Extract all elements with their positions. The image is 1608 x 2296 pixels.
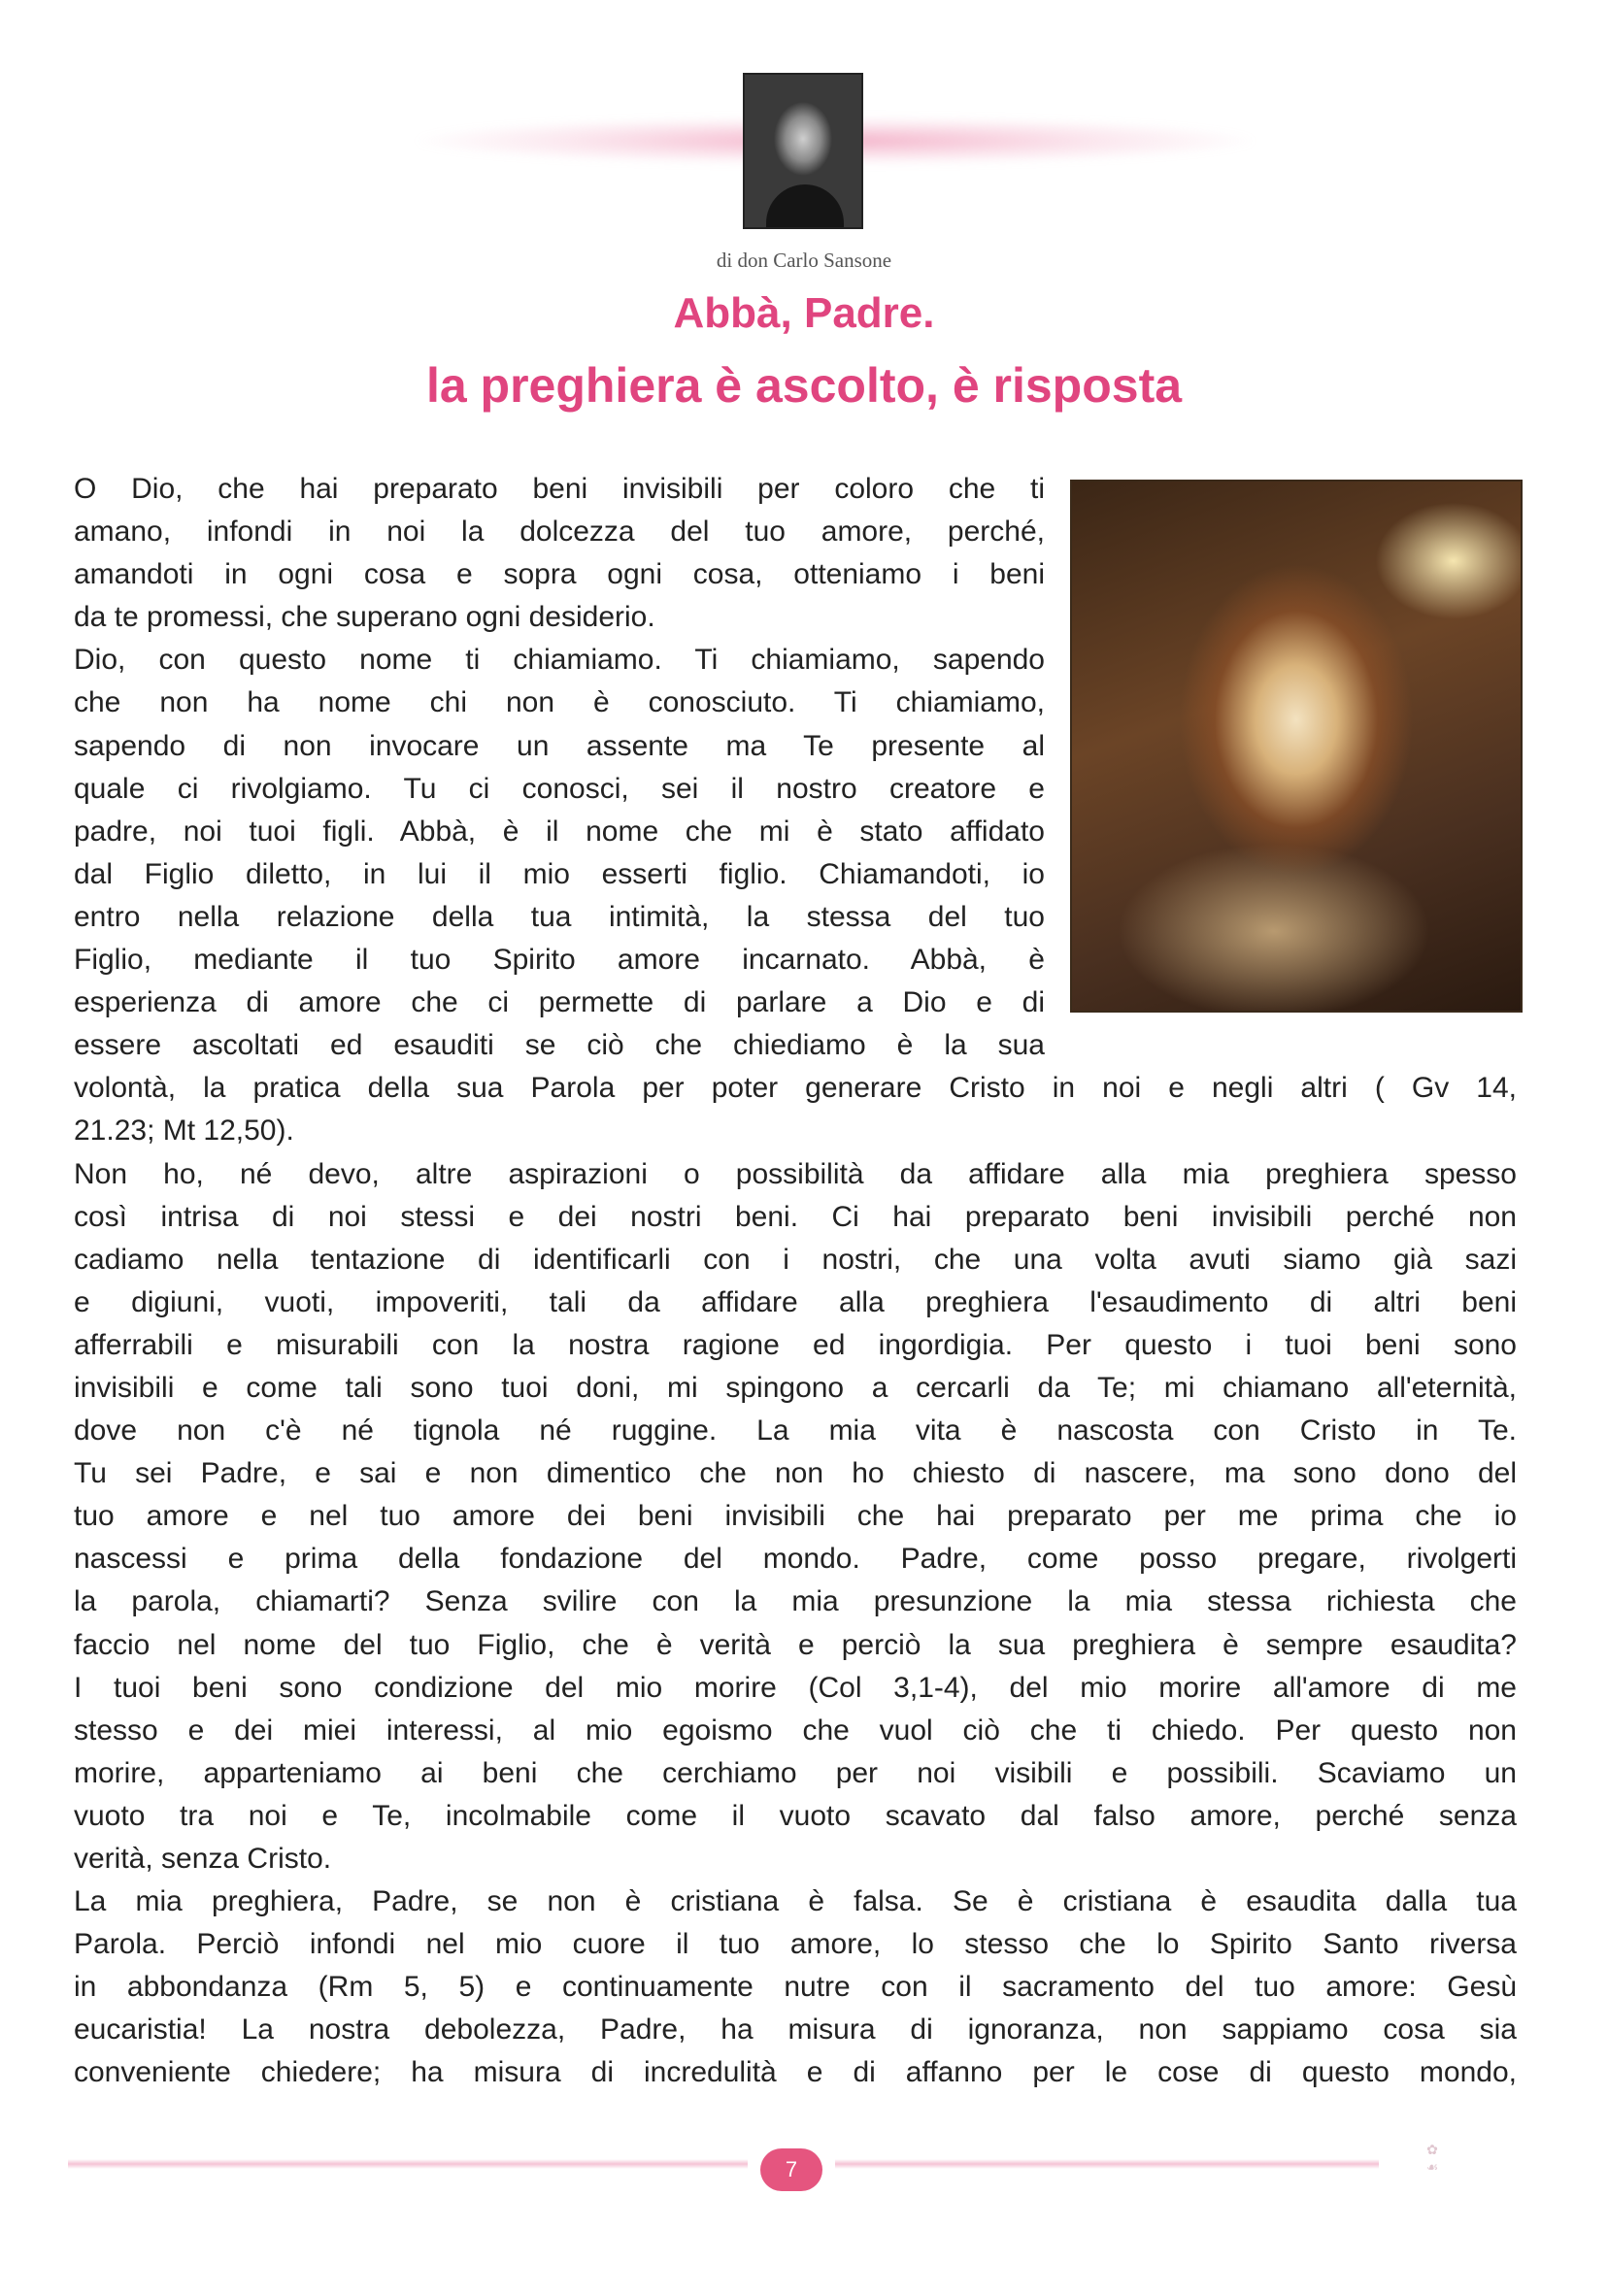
text-line: Non ho, né devo, altre aspirazioni o possibilità da affidare alla mia preghiera spesso xyxy=(74,1157,1517,1190)
text-line: Figlio, mediante il tuo Spirito amore incarnato. Abbà, è xyxy=(74,944,1045,977)
text-line: nascessi e prima della fondazione del mondo. Padre, come posso pregare, rivolgerti xyxy=(74,1543,1517,1576)
text-line: Tu sei Padre, e sai e non dimentico che non ho chiesto di nascere, ma sono dono del xyxy=(74,1457,1517,1490)
text-line: 21.23; Mt 12,50). xyxy=(74,1115,294,1148)
text-line: che non ha nome chi non è conosciuto. Ti chiamiamo, xyxy=(74,686,1045,719)
article-title: Abbà, Padre. xyxy=(673,289,935,337)
text-line: vuoto tra noi e Te, incolmabile come il vuoto scavato dal falso amore, perché senza xyxy=(74,1799,1517,1832)
text-line: faccio nel nome del tuo Figlio, che è verità e perciò la sua preghiera è sempre esaudita? xyxy=(74,1628,1517,1661)
text-line: amano, infondi in noi la dolcezza del tuo amore, perché, xyxy=(74,516,1045,549)
text-line: I tuoi beni sono condizione del mio morire (Col 3,1-4), del mio morire all'amore di me xyxy=(74,1671,1517,1704)
text-line: verità, senza Cristo. xyxy=(74,1843,332,1875)
text-line: da te promessi, che superano ogni desiderio. xyxy=(74,601,655,634)
text-line: la parola, chiamarti? Senza svilire con la mia presunzione la mia stessa richiesta che xyxy=(74,1585,1517,1618)
footer-divider-left xyxy=(68,2159,748,2169)
author-byline: di don Carlo Sansone xyxy=(716,249,892,272)
text-line: esperienza di amore che ci permette di parlare a Dio e di xyxy=(74,986,1045,1019)
text-line: volontà, la pratica della sua Parola per poter generare Cristo in noi e negli altri ( Gv 14, xyxy=(74,1072,1517,1105)
text-line: dal Figlio diletto, in lui il mio esserti figlio. Chiamandoti, io xyxy=(74,857,1045,890)
text-line: conveniente chiedere; ha misura di incredulità e di affanno per le cose di questo mondo, xyxy=(74,2056,1517,2089)
text-line: La mia preghiera, Padre, se non è cristiana è falsa. Se è cristiana è esaudita dalla tua xyxy=(74,1885,1517,1918)
footer-divider-right xyxy=(835,2159,1379,2169)
article-subtitle: la preghiera è ascolto, è risposta xyxy=(425,358,1183,413)
text-line: invisibili e come tali sono tuoi doni, mi spingono a cercarli da Te; mi chiamano all'eternità, xyxy=(74,1371,1517,1404)
author-photo xyxy=(743,73,863,229)
text-line: morire, apparteniamo ai beni che cerchiamo per noi visibili e possibili. Scaviamo un xyxy=(74,1756,1517,1789)
text-line: cadiamo nella tentazione di identificarli con i nostri, che una volta avuti siamo già sazi xyxy=(74,1243,1517,1276)
text-line: tuo amore e nel tuo amore dei beni invisibili che hai preparato per me prima che io xyxy=(74,1500,1517,1533)
text-line: entro nella relazione della tua intimità, la stessa del tuo xyxy=(74,900,1045,933)
article-body xyxy=(74,468,1517,2095)
text-line: in abbondanza (Rm 5, 5) e continuamente nutre con il sacramento del tuo amore: Gesù xyxy=(74,1971,1517,2004)
text-line: O Dio, che hai preparato beni invisibili per coloro che ti xyxy=(74,473,1045,505)
text-line: e digiuni, vuoti, impoveriti, tali da affidare alla preghiera l'esaudimento di altri beni xyxy=(74,1285,1517,1318)
text-line: Dio, con questo nome ti chiamiamo. Ti chiamiamo, sapendo xyxy=(74,644,1045,677)
text-line: padre, noi tuoi figli. Abbà, è il nome che mi è stato affidato xyxy=(74,815,1045,848)
text-line: dove non c'è né tignola né ruggine. La mia vita è nascosta con Cristo in Te. xyxy=(74,1414,1517,1447)
text-line: Parola. Perciò infondi nel mio cuore il tuo amore, lo stesso che lo Spirito Santo riversa xyxy=(74,1928,1517,1961)
text-line: quale ci rivolgiamo. Tu ci conosci, sei il nostro creatore e xyxy=(74,772,1045,805)
text-line: afferrabili e misurabili con la nostra ragione ed ingordigia. Per questo i tuoi beni sono xyxy=(74,1328,1517,1361)
text-full-width xyxy=(74,1067,1517,2094)
page-number: 7 xyxy=(760,2148,822,2191)
text-line: stesso e dei miei interessi, al mio egoismo che vuol ciò che ti chiedo. Per questo non xyxy=(74,1714,1517,1747)
text-line: così intrisa di noi stessi e dei nostri beni. Ci hai preparato beni invisibili perché non xyxy=(74,1200,1517,1233)
text-line: eucaristia! La nostra debolezza, Padre, ha misura di ignoranza, non sappiamo cosa sia xyxy=(74,2013,1517,2046)
text-line: amandoti in ogni cosa e sopra ogni cosa, otteniamo i beni xyxy=(74,558,1045,591)
text-line: essere ascoltati ed esauditi se ciò che chiediamo è la sua xyxy=(74,1029,1045,1062)
text-wrapped-beside-image xyxy=(74,468,1517,1067)
text-line: sapendo di non invocare un assente ma Te presente al xyxy=(74,729,1045,762)
magazine-logo: ✿ ☙ xyxy=(1425,2142,1439,2175)
